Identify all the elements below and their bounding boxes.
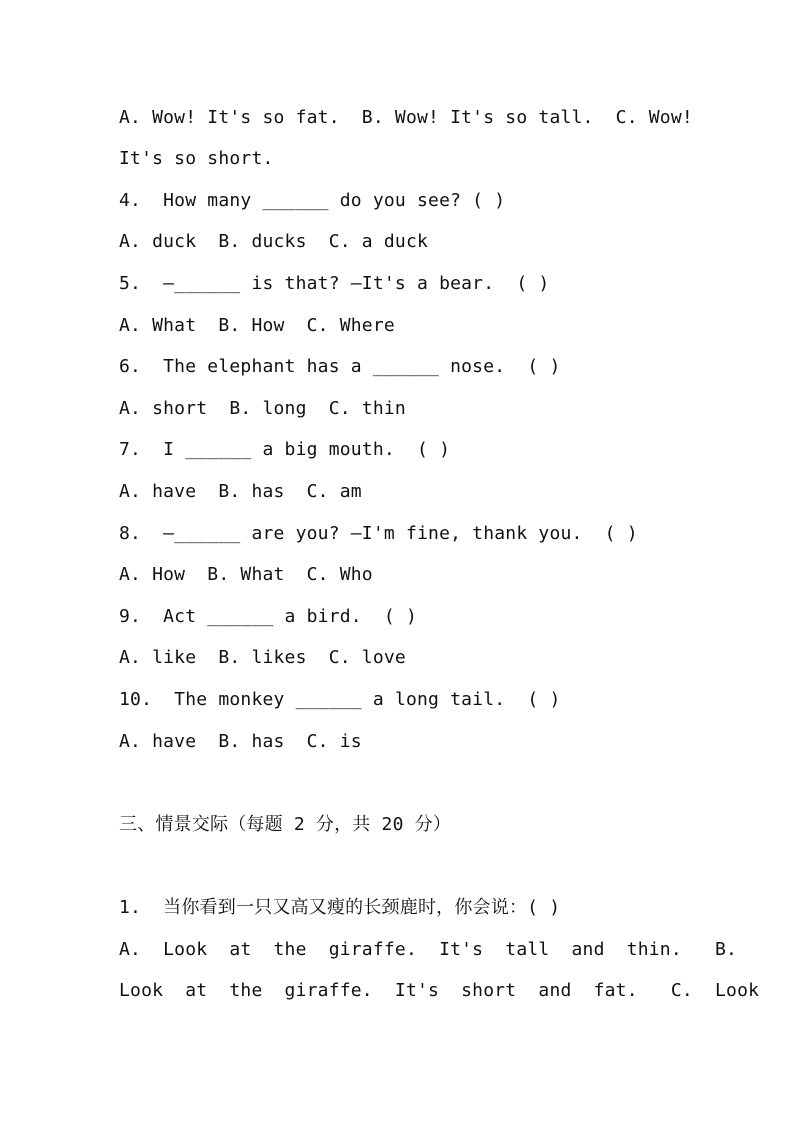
q8-options: A. How B. What C. Who — [119, 564, 373, 585]
question-9: 9. Act ______ a bird. ( ) — [119, 606, 417, 627]
situation-question-1: 1. 当你看到一只又高又瘦的长颈鹿时，你会说：( ) — [119, 897, 561, 918]
q9-options: A. like B. likes C. love — [119, 647, 406, 668]
q3-options-line-1: A. Wow! It's so fat. B. Wow! It's so tall. C. Wow! — [119, 107, 693, 128]
sq1-options-line-2: Look at the giraffe. It's short and fat. C. Look — [119, 980, 760, 1001]
question-7: 7. I ______ a big mouth. ( ) — [119, 439, 451, 460]
q7-options: A. have B. has C. am — [119, 481, 362, 502]
question-6: 6. The elephant has a ______ nose. ( ) — [119, 356, 561, 377]
q5-options: A. What B. How C. Where — [119, 315, 395, 336]
question-8: 8. —______ are you? —I'm fine, thank you. ( ) — [119, 523, 638, 544]
q4-options: A. duck B. ducks C. a duck — [119, 231, 429, 252]
q3-options-line-2: It's so short. — [119, 148, 274, 169]
question-10: 10. The monkey ______ a long tail. ( ) — [119, 689, 561, 710]
question-4: 4. How many ______ do you see? ( ) — [119, 190, 506, 211]
question-5: 5. —______ is that? —It's a bear. ( ) — [119, 273, 550, 294]
sq1-options-line-1: A. Look at the giraffe. It's tall and thin. B. — [119, 939, 738, 960]
q6-options: A. short B. long C. thin — [119, 398, 406, 419]
section-3-heading: 三、情景交际（每题 2 分，共 20 分） — [119, 814, 452, 835]
q10-options: A. have B. has C. is — [119, 731, 362, 752]
